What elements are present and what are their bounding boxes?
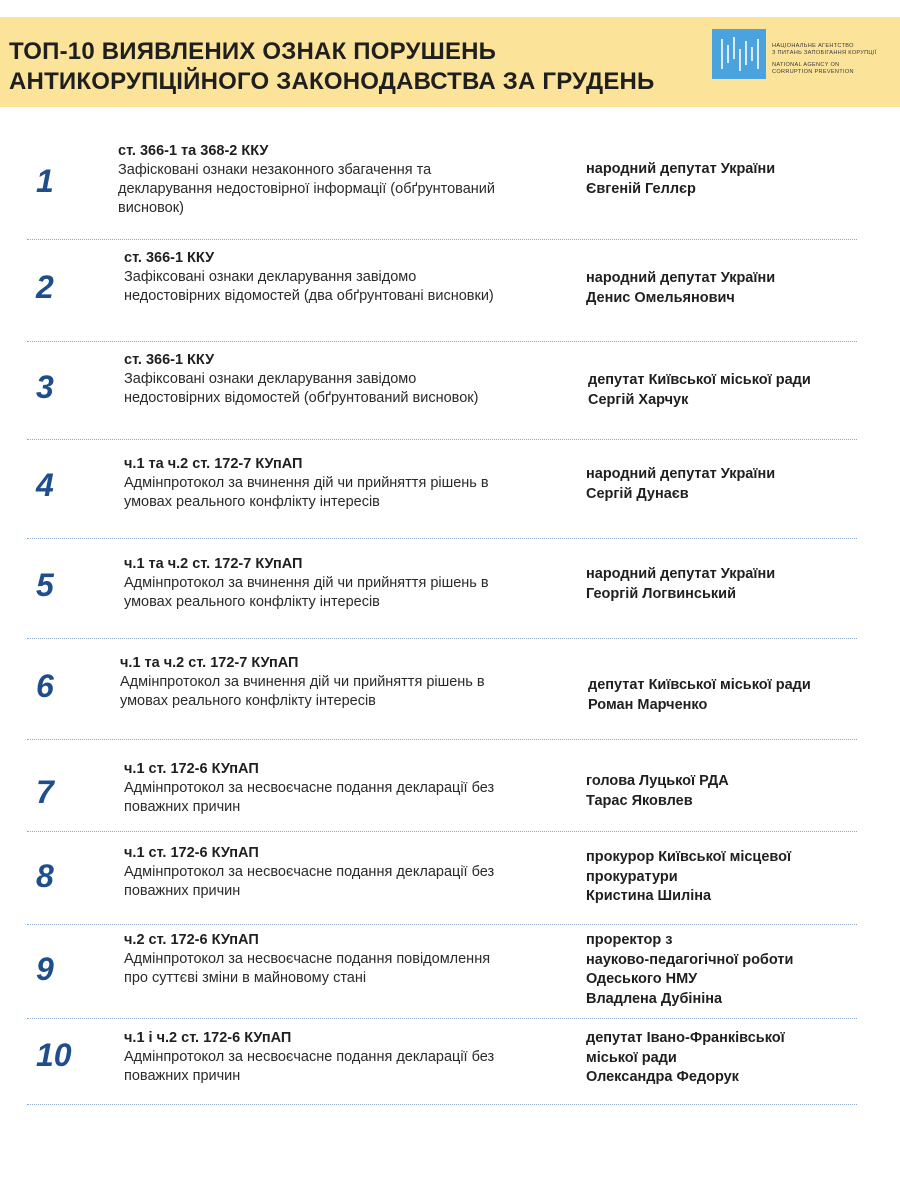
nazk-logo	[712, 29, 892, 95]
official-name: Тарас Яковлев	[586, 792, 693, 809]
violation-row	[0, 844, 900, 924]
law-article: ст. 366-1 ККУ	[124, 352, 215, 368]
violation-description: Зафіксовані ознаки декларування завідомо недостовірних відомостей (два обґрунтовані висновки)	[124, 269, 494, 304]
row-divider	[27, 1018, 857, 1019]
official	[586, 160, 826, 199]
official-position: прокурор Київської місцевої	[586, 849, 792, 865]
law-article: ч.1 ст. 172-6 КУпАП	[124, 845, 259, 861]
law-article: ч.1 і ч.2 ст. 172-6 КУпАП	[124, 1030, 292, 1046]
violation-description: Адмінпротокол за несвоєчасне подання повідомлення про суттєві зміни в майновому стані	[124, 951, 491, 986]
official-name: Денис Омельянович	[586, 289, 735, 306]
violation-row	[0, 1029, 900, 1111]
row-divider	[27, 739, 857, 740]
logo-caption	[772, 43, 877, 77]
law-article: ч.1 та ч.2 ст. 172-7 КУпАП	[120, 655, 299, 671]
header-banner	[0, 17, 900, 107]
row-divider	[27, 831, 857, 832]
official-name: Георгій Логвинський	[586, 585, 736, 602]
official-name: Роман Марченко	[588, 696, 708, 713]
law-article: ч.1 та ч.2 ст. 172-7 КУпАП	[124, 556, 303, 572]
title-line-2: АНТИКОРУПЦІЙНОГО ЗАКОНОДАВСТВА ЗА ГРУДЕНЬ	[9, 68, 655, 95]
row-divider	[27, 239, 857, 240]
violation-description: Адмінпротокол за вчинення дій чи прийняття рішень в умовах реального конфлікту інтересів	[124, 575, 489, 610]
logo-en-line-1: NATIONAL AGENCY ON	[772, 61, 840, 68]
row-divider	[27, 538, 857, 539]
rank-number: 7	[36, 774, 54, 810]
logo-ua-line-2: З ПИТАНЬ ЗАПОБІГАННЯ КОРУПЦІЇ	[772, 50, 877, 57]
page-title	[9, 37, 655, 97]
law-article: ст. 366-1 та 368-2 ККУ	[118, 143, 269, 159]
row-divider	[27, 439, 857, 440]
rank-number: 3	[36, 369, 54, 405]
violation-row	[0, 654, 900, 742]
official-position: проректор з	[586, 932, 673, 948]
official-position: Одеського НМУ	[586, 971, 698, 987]
logo-ua-line-1: НАЦІОНАЛЬНЕ АГЕНТСТВО	[772, 43, 854, 49]
row-divider	[27, 638, 857, 639]
violation-description: Адмінпротокол за вчинення дій чи прийняття рішень в умовах реального конфлікту інтересів	[124, 475, 489, 510]
official-position: депутат Київської міської ради	[588, 677, 811, 693]
official-name: Кристина Шиліна	[586, 888, 712, 904]
violation-description: Зафіксовані ознаки декларування завідомо недостовірних відомостей (обґрунтований висновок)	[124, 371, 479, 406]
law-article: ч.1 та ч.2 ст. 172-7 КУпАП	[124, 456, 303, 472]
rank-number: 4	[36, 467, 54, 503]
official	[586, 565, 826, 604]
official-position: міської ради	[586, 1049, 677, 1066]
violation-row	[0, 351, 900, 439]
official-position: депутат Івано-Франківської	[586, 1030, 785, 1046]
official-position: науково-педагогічної роботи	[586, 951, 794, 968]
logo-en-line-2: CORRUPTION PREVENTION	[772, 69, 854, 76]
nazk-logo-icon	[712, 29, 766, 79]
violation-row	[0, 135, 900, 239]
violation-row	[0, 555, 900, 643]
row-divider	[27, 341, 857, 342]
violation-description: Адмінпротокол за вчинення дій чи прийняття рішень в умовах реального конфлікту інтересів	[120, 674, 485, 709]
violation-row	[0, 760, 900, 838]
violation-row	[0, 931, 900, 1013]
rank-number: 10	[36, 1037, 72, 1073]
row-divider	[27, 1104, 857, 1105]
official-position: народний депутат України	[586, 270, 776, 286]
official-name: Владлена Дубініна	[586, 990, 723, 1007]
official	[586, 931, 826, 1009]
official	[588, 676, 828, 715]
official-name: Євгеній Геллєр	[586, 180, 696, 197]
rank-number: 6	[36, 668, 54, 704]
official	[586, 848, 826, 907]
rank-number: 8	[36, 858, 54, 894]
rank-number: 9	[36, 951, 54, 987]
title-line-1: ТОП-10 ВИЯВЛЕНИХ ОЗНАК ПОРУШЕНЬ	[9, 38, 497, 65]
row-divider	[27, 924, 857, 925]
official-position: народний депутат України	[586, 566, 776, 582]
violation-row	[0, 455, 900, 543]
rank-number: 2	[36, 269, 54, 305]
official-name: Сергій Дунаєв	[586, 485, 689, 502]
official-position: народний депутат України	[586, 161, 776, 177]
official-position: прокуратури	[586, 868, 678, 885]
official	[586, 1029, 826, 1088]
law-article: ч.1 ст. 172-6 КУпАП	[124, 761, 259, 777]
violation-row	[0, 249, 900, 341]
official-name: Олександра Федорук	[586, 1069, 739, 1085]
official	[586, 465, 826, 504]
official-position: народний депутат України	[586, 466, 776, 482]
violation-description: Зафісковані ознаки незаконного збагачення та декларування недостовірної інформації (обґрунтований висновок)	[118, 162, 495, 216]
official-name: Сергій Харчук	[588, 391, 689, 408]
official	[586, 772, 826, 811]
rank-number: 1	[36, 163, 54, 199]
official-position: депутат Київської міської ради	[588, 372, 811, 388]
official	[586, 269, 826, 308]
violation-description: Адмінпротокол за несвоєчасне подання декларації без поважних причин	[124, 864, 495, 899]
official-position: голова Луцької РДА	[586, 773, 729, 789]
law-article: ст. 366-1 ККУ	[124, 250, 215, 266]
rank-number: 5	[36, 567, 54, 603]
official	[588, 371, 828, 410]
law-article: ч.2 ст. 172-6 КУпАП	[124, 932, 259, 948]
violation-description: Адмінпротокол за несвоєчасне подання декларації без поважних причин	[124, 780, 495, 815]
violation-description: Адмінпротокол за несвоєчасне подання декларації без поважних причин	[124, 1049, 495, 1084]
